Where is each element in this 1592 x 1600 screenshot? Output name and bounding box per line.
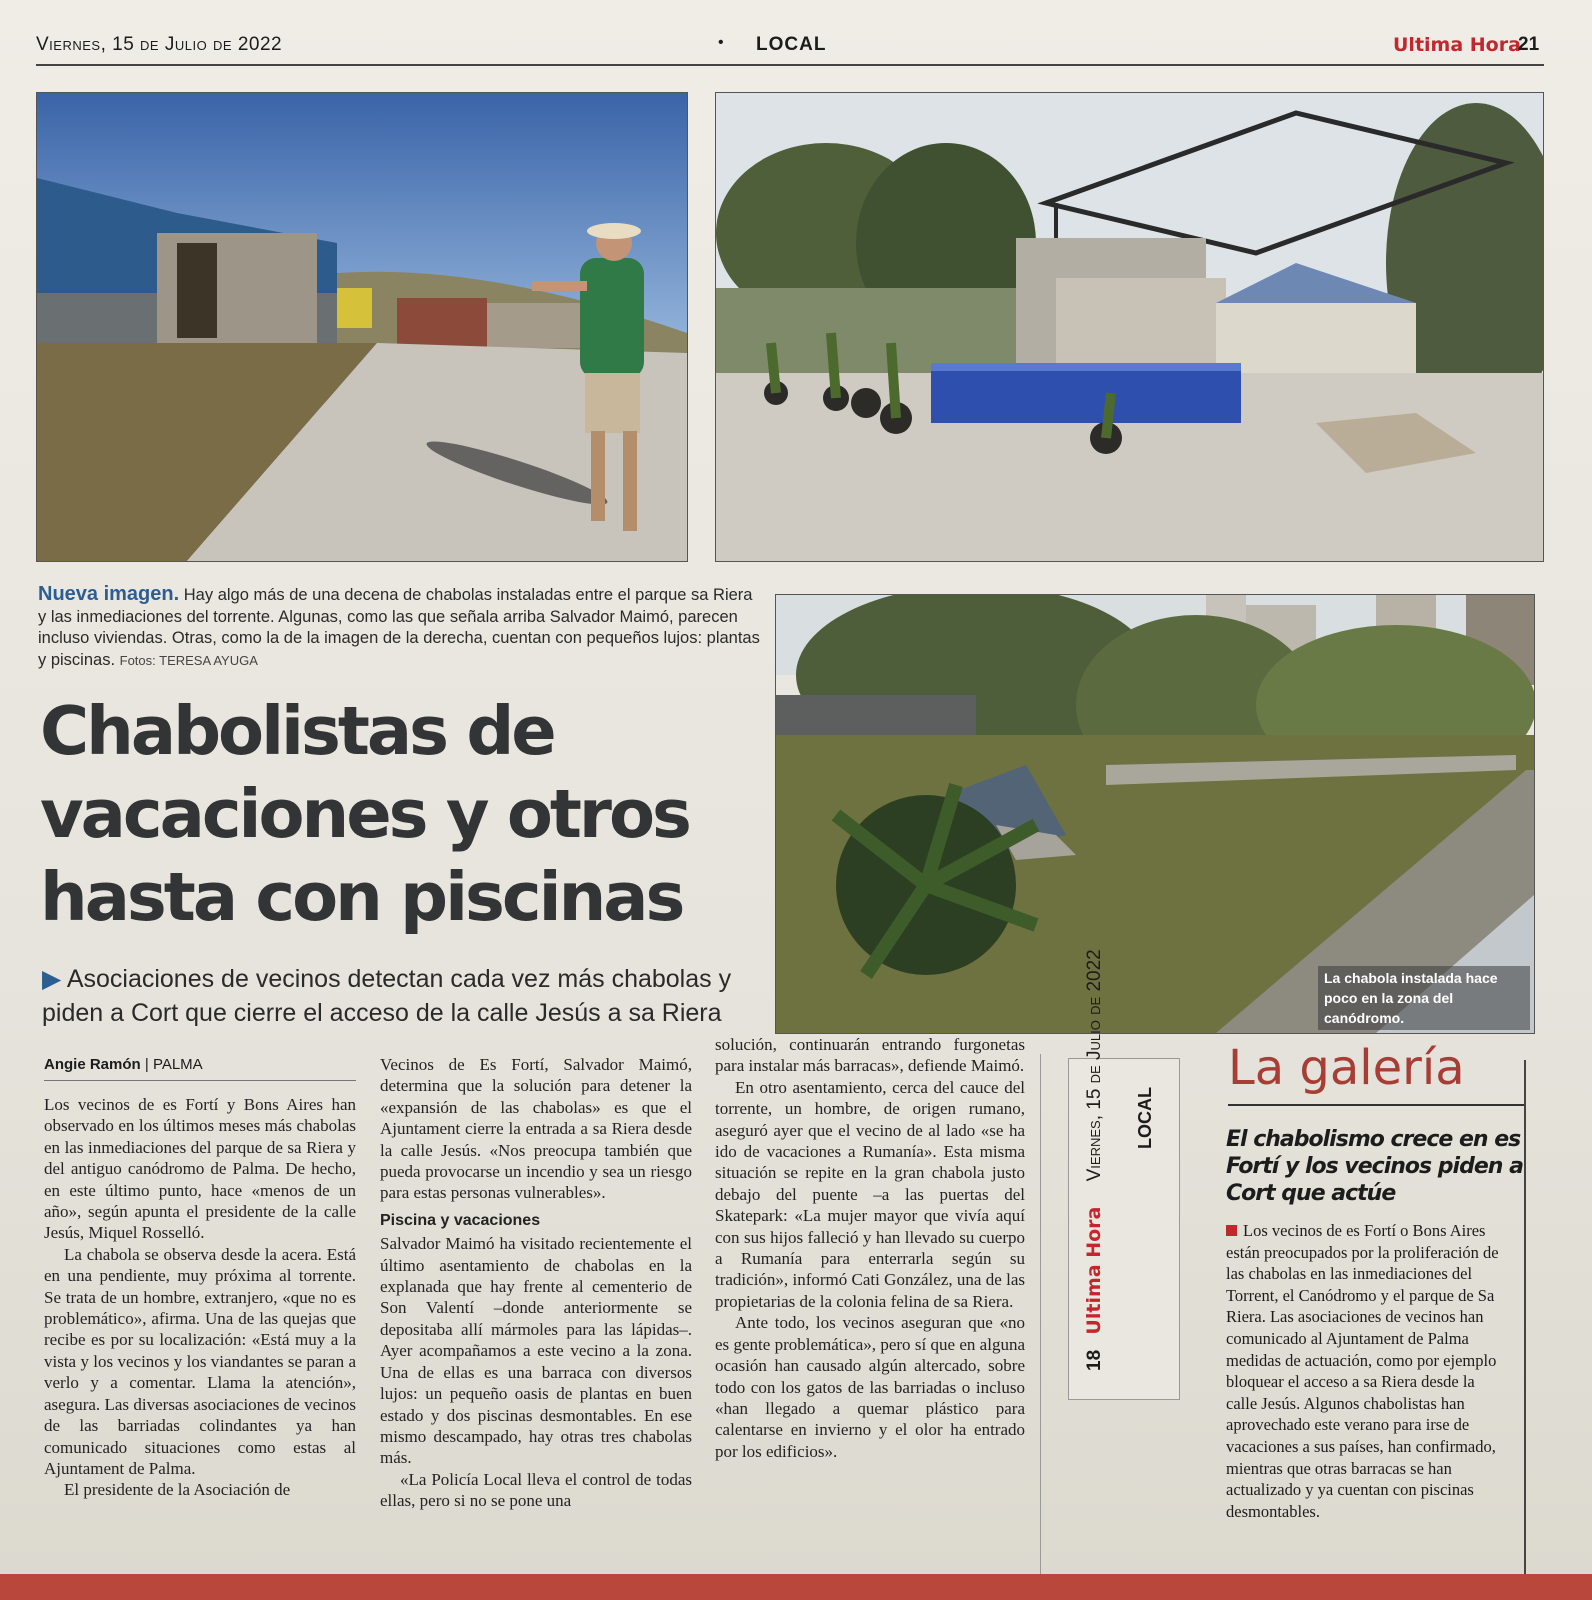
header-brand-logo: Ultima Hora bbox=[1393, 34, 1521, 56]
galeria-title: La galería bbox=[1228, 1040, 1465, 1096]
photo-caption bbox=[38, 584, 760, 671]
header-page-number: 21 bbox=[1518, 34, 1540, 55]
page-fold-rule bbox=[1040, 1054, 1041, 1600]
insert-brand-logo: Ultima Hora bbox=[1083, 1206, 1105, 1335]
subhead-triangle-icon: ▶ bbox=[42, 965, 62, 993]
subheadline-text: Asociaciones de vecinos detectan cada vez más chabolas y piden a Cort que cierre el acceso de la calle Jesús a sa Riera bbox=[42, 965, 732, 1027]
caption-label: Nueva imagen. bbox=[38, 583, 180, 605]
insert-page-number: 18 bbox=[1084, 1349, 1105, 1371]
byline-rule bbox=[44, 1080, 356, 1081]
byline bbox=[44, 1056, 203, 1073]
body-paragraph: «La Policía Local lleva el control de todas ellas, pero si no se pone una bbox=[380, 1469, 692, 1511]
galeria-bullet-icon bbox=[1226, 1225, 1237, 1236]
body-paragraph: En otro asentamiento, cerca del cauce del torrente, un hombre, de origen rumano, aseguró ayer que el vecino de al lado «se ha ido de vacaciones a Rumanía». Esta misma situación se repite en la gran chabola justo debajo del puente –a las puertas del Skatepark: «La mujer mayor que vivía aquí con sus hijos falleció y han llevado su cuerpo a Rumanía para enterrarla según su tradición», informó Cati González, una de las propietarias de la colonia felina de sa Riera. bbox=[715, 1077, 1025, 1311]
insert-footer bbox=[1083, 949, 1106, 1371]
body-paragraph: Ante todo, los vecinos aseguran que «no es gente problemática», pero sí que en alguna ocasión han causado algún altercado, sobre todo con los gatos de las barriadas o incluso «han llegado a quemar plástico para calentarse en invierno y el olor ha entrado por los edificios». bbox=[715, 1313, 1025, 1461]
caption-text: Hay algo más de una decena de chabolas instaladas entre el parque sa Riera y las inmediaciones del torrente. Algunas, como las que señala arriba Salvador Maimó, parecen incluso viviendas. Otras, como la de la imagen de la derecha, cuentan con pequeños lujos: plantas y piscinas. bbox=[38, 586, 760, 669]
photo-pools-plants bbox=[715, 92, 1544, 562]
byline-author: Angie Ramón bbox=[44, 1056, 141, 1073]
clipping-insert bbox=[1068, 949, 1180, 1400]
header-date: Viernes, 15 de Julio de 2022 bbox=[36, 34, 283, 55]
body-paragraph: Vecinos de Es Fortí, Salvador Maimó, determina que la solución para detener la «expansión de las chabolas» es que el Ajuntament cierre la entrada a sa Riera desde la calle Jesús. «Nos preocupa también que pueda provocarse un incendio y sea un riesgo para estas personas vulnerables». bbox=[380, 1055, 692, 1203]
headline: Chabolistas de vacaciones y otros hasta con piscinas bbox=[40, 692, 689, 936]
body-paragraph: Salvador Maimó ha visitado recientemente el último asentamiento de chabolas en la explanada que hay frente al cementerio de Son Valentí –donde anteriormente se depositaba allí mármoles para las lápidas–. Ayer acompañamos a este vecino a la zona. Una de ellas es una barraca con diversos lujos: un pequeño oasis de plantas en buen estado y dos piscinas desmontables. En ese mismo descampado, hay otras tres chabolas más. bbox=[380, 1234, 692, 1468]
body-column-3 bbox=[715, 1034, 1025, 1462]
galeria-rule bbox=[1228, 1104, 1524, 1106]
galeria-headline: El chabolismo crece en es Fortí y los vecinos piden a Cort que actúe bbox=[1226, 1127, 1523, 1206]
photo-torrent-caption: La chabola instalada hace poco en la zona del canódromo. bbox=[1318, 966, 1530, 1030]
body-paragraph: solución, continuarán entrando furgonetas para instalar más barracas», defiende Maimó. bbox=[715, 1035, 1025, 1076]
byline-divider: | bbox=[144, 1056, 149, 1073]
body-paragraph: La chabola se observa desde la acera. Está en una pendiente, muy próxima al torrente. Se trata de un hombre, extranjero, «que no es problemático», afirma. Una de las quejas que recibe es por su localización: «Está muy a la vista y los vecinos y los viandantes se paran a verlo y a comentar. Llama la atención», asegura. Las diversas asociaciones de vecinos de las barriadas colindantes ya han comunicado situaciones como estas al Ajuntament de Palma. bbox=[44, 1244, 356, 1478]
body-column-2 bbox=[380, 1054, 692, 1512]
subheadline bbox=[42, 962, 772, 1030]
header-dot: • bbox=[718, 34, 724, 51]
byline-location: PALMA bbox=[152, 1056, 203, 1073]
insert-section: LOCAL bbox=[1135, 1087, 1155, 1149]
caption-credit: Fotos: TERESA AYUGA bbox=[119, 652, 258, 668]
insert-date: Viernes, 15 de Julio de 2022 bbox=[1084, 949, 1105, 1182]
body-paragraph: El presidente de la Asociación de bbox=[64, 1480, 291, 1500]
photo-shacks-path bbox=[36, 92, 688, 562]
galeria-body-text: Los vecinos de es Fortí o Bons Aires están preocupados por la proliferación de las chabolas en las inmediaciones del Torrent, el Canódromo y el parque de Sa Riera. Las asociaciones de vecinos han comunicado al Ajuntament de Palma medidas de actuación, como por ejemplo bloquear el acceso a sa Riera desde la calle Jesús. Algunos chabolistas han aprovechado este verano para irse de vacaciones a sus países, han confirmado, mientras que otras barracas se han actualizado y ya cuentan con piscinas desmontables. bbox=[1226, 1221, 1499, 1521]
body-paragraph: Los vecinos de es Fortí y Bons Aires han observado en los últimos meses más chabolas en las inmediaciones del parque de sa Riera y del antiguo canódromo de Palma. De hecho, en este último punto, hace «menos de un año», según apunta el presidente de la calle Jesús, Miquel Rosselló. bbox=[44, 1095, 356, 1243]
header-rule bbox=[36, 64, 1544, 66]
bottom-edge bbox=[0, 1574, 1592, 1600]
body-subhead: Piscina y vacaciones bbox=[380, 1211, 541, 1229]
galeria-body bbox=[1226, 1220, 1508, 1522]
body-column-1 bbox=[44, 1094, 356, 1501]
header-section: LOCAL bbox=[756, 34, 827, 55]
